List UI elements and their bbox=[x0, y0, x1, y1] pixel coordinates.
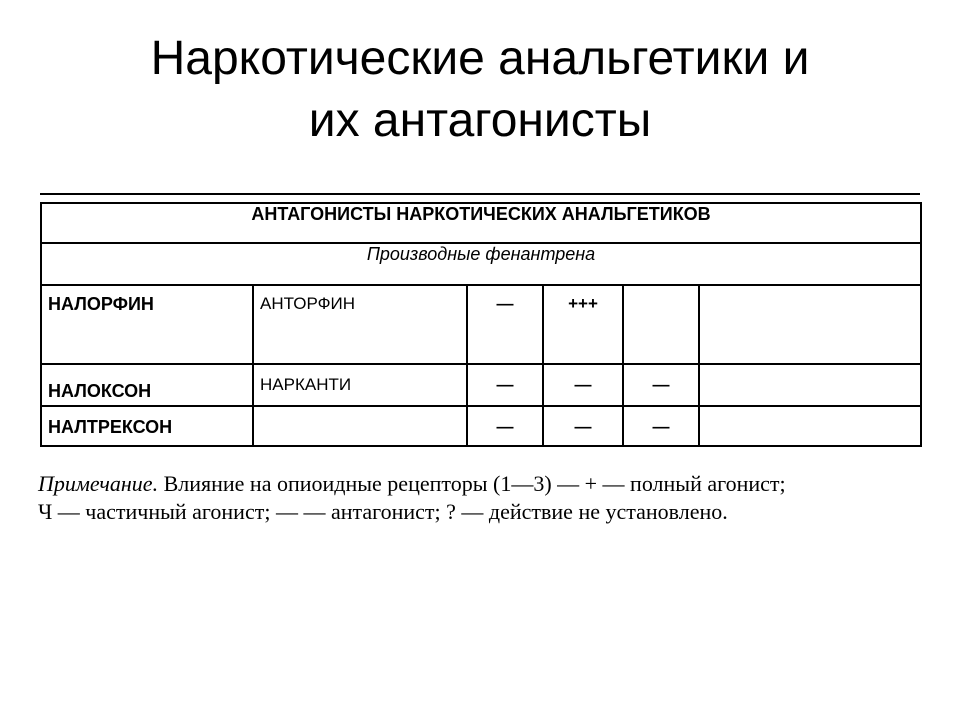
drug-name: НАЛТРЕКСОН bbox=[48, 417, 173, 437]
table-row bbox=[41, 406, 921, 446]
antagonists-table bbox=[40, 202, 922, 447]
drug-name: НАЛОКСОН bbox=[48, 381, 152, 401]
receptor-2-cell bbox=[543, 285, 623, 364]
receptor-3-cell bbox=[623, 406, 699, 446]
receptor-2-cell bbox=[543, 364, 623, 406]
drug-name-cell bbox=[41, 364, 253, 406]
extra-cell bbox=[699, 406, 921, 446]
table-top-rule bbox=[40, 193, 920, 195]
receptor-2-value: — bbox=[574, 417, 592, 436]
receptor-1-cell bbox=[467, 285, 543, 364]
table-row bbox=[41, 285, 921, 364]
extra-cell bbox=[699, 364, 921, 406]
receptor-2-value: — bbox=[574, 375, 592, 394]
trade-name bbox=[260, 407, 460, 417]
trade-name: АНТОРФИН bbox=[260, 294, 356, 313]
receptor-3-cell bbox=[623, 285, 699, 364]
slide-title bbox=[0, 28, 960, 152]
drug-name-cell bbox=[41, 406, 253, 446]
receptor-3-value bbox=[630, 286, 692, 294]
extra-value bbox=[706, 365, 914, 375]
receptor-1-value: — bbox=[496, 417, 514, 436]
trade-name-cell bbox=[253, 364, 467, 406]
receptor-2-value: +++ bbox=[568, 294, 598, 313]
trade-name-cell bbox=[253, 406, 467, 446]
slide-title-line-1: Наркотические анальгетики и bbox=[150, 32, 810, 85]
antagonists-table-scan bbox=[40, 193, 920, 461]
extra-value bbox=[706, 407, 914, 417]
receptor-3-cell bbox=[623, 364, 699, 406]
footnote-line-2: Ч — частичный агонист; — — антагонист; ? — действие не установлено. bbox=[38, 499, 728, 524]
table-header-row bbox=[41, 203, 921, 243]
receptor-3-value: — bbox=[652, 375, 670, 394]
receptor-3-value: — bbox=[652, 417, 670, 436]
footnote-line-1 bbox=[38, 470, 928, 498]
extra-cell bbox=[699, 285, 921, 364]
table-subheader-row bbox=[41, 243, 921, 285]
footnote-label: Примечание. bbox=[38, 471, 159, 496]
receptor-1-value: — bbox=[496, 375, 514, 394]
receptor-1-cell bbox=[467, 406, 543, 446]
slide-title-line-2: их антагонисты bbox=[308, 94, 652, 147]
extra-value bbox=[706, 286, 914, 294]
trade-name: НАРКАНТИ bbox=[260, 375, 352, 394]
table-header: АНТАГОНИСТЫ НАРКОТИЧЕСКИХ АНАЛЬГЕТИКОВ bbox=[41, 203, 921, 243]
table-row bbox=[41, 364, 921, 406]
receptor-1-cell bbox=[467, 364, 543, 406]
footnote-text-1: Влияние на опиоидные рецепторы (1—3) — + — полный агонист; bbox=[158, 471, 786, 496]
drug-name: НАЛОРФИН bbox=[48, 294, 154, 314]
trade-name-cell bbox=[253, 285, 467, 364]
table-footnote bbox=[38, 470, 928, 526]
drug-name-cell bbox=[41, 285, 253, 364]
table-subheader: Производные фенантрена bbox=[41, 243, 921, 285]
receptor-2-cell bbox=[543, 406, 623, 446]
receptor-1-value: — bbox=[496, 294, 514, 313]
